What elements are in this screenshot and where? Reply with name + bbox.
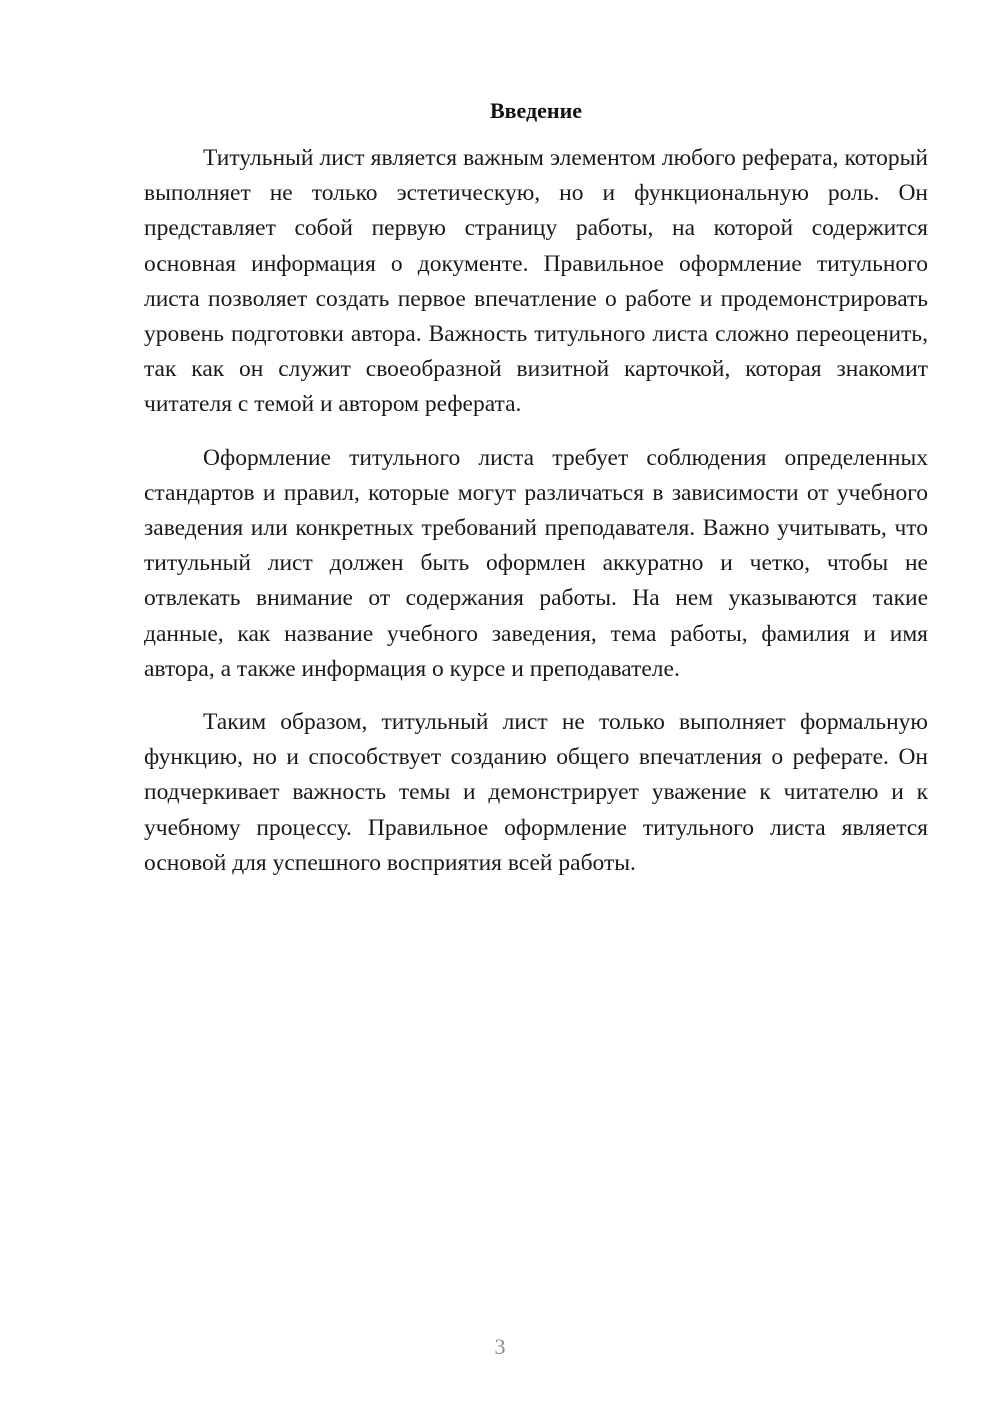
section-heading: Введение [489,98,583,123]
page-number: 3 [494,1334,506,1359]
paragraph: Оформление титульного листа требует соблюдения определенных стандартов и правил, которые могут различаться в зависимости от учебного заведения или конкретных требований преподавателя. Важно учитывать, что титульный лист должен быть оформлен аккуратно и четко, чтобы не отвлекать внимание от содержания работы. На нем указываются такие данные, как название учебного заведения, тема работы, фамилия и имя автора, а также информация о курсе и преподавателе. [144,444,928,682]
paragraph: Титульный лист является важным элементом любого реферата, который выполняет не только эстетическую, но и функциональную роль. Он представляет собой первую страницу работы, на которой содержится основная информация о документе. Правильное оформление титульного листа позволяет создать первое впечатление о работе и продемонстрировать уровень подготовки автора. Важность титульного листа сложно переоценить, так как он служит своеобразной визитной карточкой, которая знакомит читателя с темой и автором реферата. [144,145,928,418]
paragraph: Таким образом, титульный лист не только выполняет формальную функцию, но и способствует созданию общего впечатления о реферате. Он подчеркивает важность темы и демонстрирует уважение к читателю и к учебному процессу. Правильное оформление титульного листа является основой для успешного восприятия всей работы. [144,709,928,876]
body-text [144,141,928,899]
